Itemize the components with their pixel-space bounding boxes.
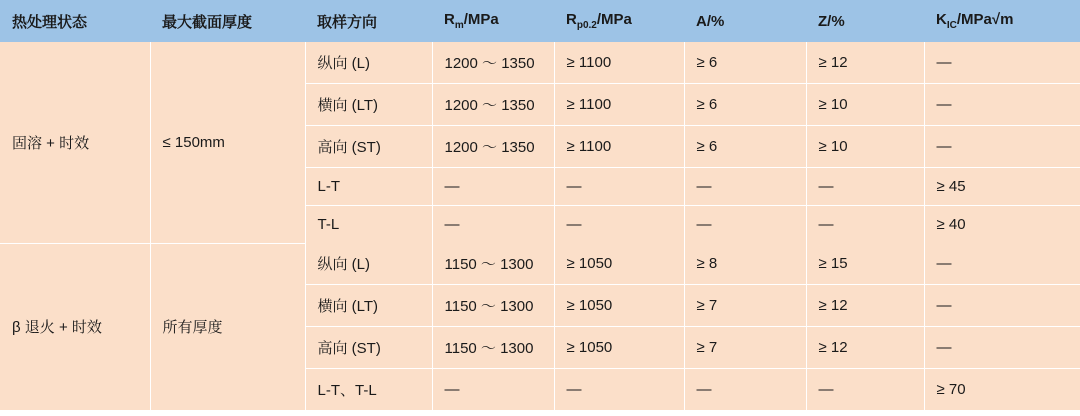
cell-kic: — [924, 126, 1080, 168]
rp-subscript: p0.2 [576, 20, 597, 31]
column-header-reduction: Z/% [806, 0, 924, 42]
cell-max-thickness: 所有厚度 [150, 243, 305, 410]
cell-reduction: — [806, 206, 924, 244]
kic-unit: /MPa [956, 11, 992, 28]
cell-rm: 1150 ～ 1300 [432, 327, 554, 369]
cell-rp02: ≥ 1100 [554, 84, 684, 126]
cell-kic: — [924, 243, 1080, 285]
cell-rm: — [432, 168, 554, 206]
cell-rm: — [432, 369, 554, 411]
table-row [0, 243, 1080, 285]
column-header-fracture-toughness [924, 0, 1080, 42]
column-header-elongation: A/% [684, 0, 806, 42]
cell-rp02: — [554, 369, 684, 411]
cell-direction: 纵向 (L) [305, 243, 432, 285]
cell-elongation: ≥ 8 [684, 243, 806, 285]
cell-reduction: ≥ 10 [806, 126, 924, 168]
kic-base: K [936, 11, 947, 28]
cell-direction: 横向 (LT) [305, 285, 432, 327]
cell-reduction: ≥ 12 [806, 42, 924, 84]
cell-direction: 高向 (ST) [305, 327, 432, 369]
cell-rm: — [432, 206, 554, 244]
cell-rp02: — [554, 206, 684, 244]
cell-heat-treatment-state: β 退火 + 时效 [0, 243, 150, 410]
column-header-tensile-strength [432, 0, 554, 42]
cell-reduction: ≥ 15 [806, 243, 924, 285]
cell-rp02: ≥ 1050 [554, 327, 684, 369]
cell-rp02: — [554, 168, 684, 206]
cell-kic: — [924, 285, 1080, 327]
cell-kic: ≥ 70 [924, 369, 1080, 411]
cell-direction: L-T [305, 168, 432, 206]
cell-rm: 1200 ～ 1350 [432, 126, 554, 168]
table-header-row [0, 0, 1080, 42]
cell-direction: 横向 (LT) [305, 84, 432, 126]
column-header-max-thickness: 最大截面厚度 [150, 0, 305, 42]
kic-radical: √m [991, 11, 1014, 28]
cell-rp02: ≥ 1100 [554, 42, 684, 84]
cell-rm: 1150 ～ 1300 [432, 285, 554, 327]
cell-kic: ≥ 40 [924, 206, 1080, 244]
cell-reduction: ≥ 12 [806, 285, 924, 327]
rm-subscript: m [454, 20, 464, 31]
cell-reduction: ≥ 12 [806, 327, 924, 369]
rp-base: R [566, 11, 577, 28]
column-header-yield-strength [554, 0, 684, 42]
column-header-heat-treatment: 热处理状态 [0, 0, 150, 42]
cell-reduction: — [806, 168, 924, 206]
table-row [0, 42, 1080, 84]
rp-unit: /MPa [596, 11, 632, 28]
cell-rp02: ≥ 1050 [554, 243, 684, 285]
rm-base: R [444, 11, 455, 28]
cell-elongation: ≥ 6 [684, 126, 806, 168]
cell-heat-treatment-state: 固溶 + 时效 [0, 42, 150, 243]
cell-elongation: ≥ 7 [684, 285, 806, 327]
cell-elongation: ≥ 6 [684, 42, 806, 84]
kic-subscript: IC [946, 20, 957, 31]
cell-kic: — [924, 84, 1080, 126]
cell-rp02: ≥ 1050 [554, 285, 684, 327]
cell-rp02: ≥ 1100 [554, 126, 684, 168]
cell-max-thickness: ≤ 150mm [150, 42, 305, 243]
cell-elongation: — [684, 206, 806, 244]
cell-elongation: — [684, 168, 806, 206]
rm-unit: /MPa [463, 11, 499, 28]
cell-elongation: ≥ 6 [684, 84, 806, 126]
cell-elongation: ≥ 7 [684, 327, 806, 369]
cell-direction: T-L [305, 206, 432, 244]
cell-rm: 1200 ～ 1350 [432, 84, 554, 126]
column-header-sampling-direction: 取样方向 [305, 0, 432, 42]
cell-rm: 1150 ～ 1300 [432, 243, 554, 285]
cell-direction: L-T、T-L [305, 369, 432, 411]
cell-elongation: — [684, 369, 806, 411]
cell-direction: 纵向 (L) [305, 42, 432, 84]
cell-direction: 高向 (ST) [305, 126, 432, 168]
cell-rm: 1200 ～ 1350 [432, 42, 554, 84]
cell-kic: — [924, 42, 1080, 84]
cell-kic: ≥ 45 [924, 168, 1080, 206]
cell-reduction: — [806, 369, 924, 411]
cell-reduction: ≥ 10 [806, 84, 924, 126]
cell-kic: — [924, 327, 1080, 369]
